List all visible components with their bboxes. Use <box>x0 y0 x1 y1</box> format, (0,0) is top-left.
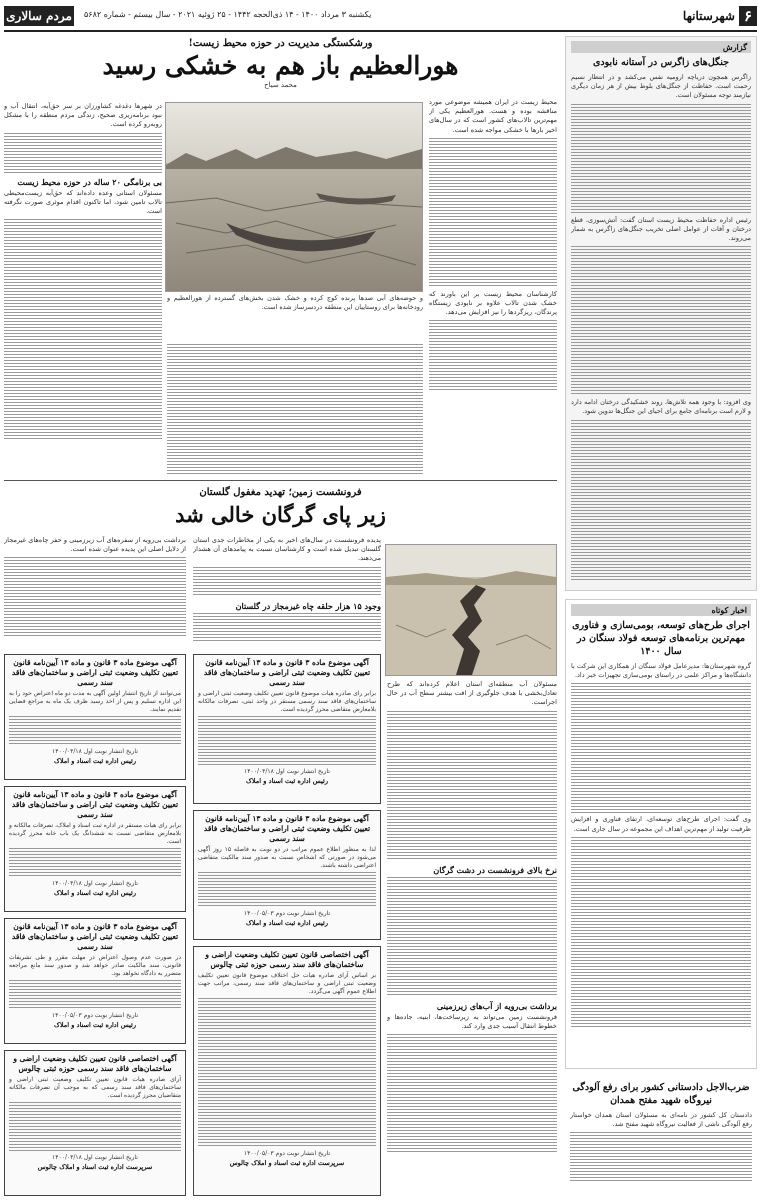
text-lines <box>387 1034 557 1154</box>
text-lines <box>429 320 557 390</box>
last-news-title: ضرب‌الاجل دادستانی کشور برای رفع آلودگی نیروگاه شهید مفتح همدان <box>572 1082 750 1106</box>
text-lines <box>387 877 557 997</box>
ad-body: می‌توانند از تاریخ انتشار اولین آگهی به مدت دو ماه اعتراض خود را به این اداره تسلیم و پس از اخذ رسید ظرف یک ماه به مراجع قضایی تقدیم نمایند. <box>9 690 181 713</box>
news-paragraph: گروه شهرستان‌ها: مدیرعامل فولاد سنگان از همکاری این شرکت با دانشگاه‌ها و مراکز علمی در راستای بومی‌سازی تجهیزات خبر داد. <box>571 662 751 680</box>
ad-title: آگهی اختصاصی قانون تعیین تکلیف وضعیت اراضی و ساختمان‌های فاقد سند رسمی حوزه ثبتی چالوس <box>13 1054 177 1073</box>
second-paragraph: پدیده فرونشست در سال‌های اخیر به یکی از مخاطرات جدی استان گلستان تبدیل شده است و کارشناسان نسبت به پیامدهای آن هشدار می‌دهند. <box>193 536 381 563</box>
text-lines <box>198 872 376 908</box>
news-title: اجرای طرح‌های توسعه، بومی‌سازی و فناوری مهم‌ترین برنامه‌های توسعه فولاد سنگان در سال ۱۴۰۰ <box>572 620 750 657</box>
text-lines <box>193 567 381 597</box>
news-box <box>565 599 757 1069</box>
legal-ad <box>4 654 186 780</box>
text-lines <box>571 104 751 214</box>
ad-signature: سرپرست اداره ثبت اسناد و املاک چالوس <box>229 1159 345 1167</box>
legal-ad <box>4 918 186 1044</box>
main-kicker: ورشکستگی مدیریت در حوزه محیط زیست! <box>188 38 373 49</box>
land-subsidence-image <box>386 545 556 675</box>
legal-ad <box>193 946 381 1196</box>
text-lines <box>387 711 557 861</box>
ad-title: آگهی موضوع ماده ۳ قانون و ماده ۱۳ آیین‌نامه قانون تعیین تکلیف وضعیت ثبتی اراضی و ساختمان‌های فاقد سند رسمی <box>11 922 179 951</box>
text-lines <box>198 998 376 1148</box>
ad-title: آگهی موضوع ماده ۳ قانون و ماده ۱۳ آیین‌نامه قانون تعیین تکلیف وضعیت ثبتی اراضی و ساختمان‌های فاقد سند رسمی <box>11 658 179 687</box>
text-lines <box>167 344 423 474</box>
report-box <box>565 36 757 591</box>
ad-body: بر اساس آرای صادره هیات حل اختلاف موضوع قانون تعیین تکلیف وضعیت ثبتی اراضی و ساختمان‌های فاقد سند رسمی، مراتب جهت اطلاع عموم آگهی می‌گردد. <box>198 972 376 995</box>
news-tag: اخبار کوتاه <box>571 604 751 616</box>
text-lines <box>571 246 751 396</box>
news-paragraph: وی گفت: اجرای طرح‌های توسعه‌ای، ارتقای فناوری و افزایش ظرفیت تولید از مهم‌ترین اهداف این مجموعه در سال جاری است. <box>571 815 751 833</box>
main-subhead: بی برنامگی ۲۰ ساله در حوزه محیط زیست <box>17 176 162 187</box>
ad-date: تاریخ انتشار نوبت اول ۱۴۰۰/۰۴/۱۸ <box>52 880 138 887</box>
ad-signature: رئیس اداره ثبت اسناد و املاک <box>54 757 136 765</box>
main-paragraph: محیط زیست در ایران همیشه موضوعی مورد مناقشه بوده و هست. هورالعظیم یکی از مهم‌ترین تالاب‌های کشور است که در سال‌های اخیر بارها با خشکی مواجه شده است. <box>429 98 557 134</box>
ad-title: آگهی موضوع ماده ۳ قانون و ماده ۱۳ آیین‌نامه قانون تعیین تکلیف وضعیت ثبتی اراضی و ساختمان‌های فاقد سند رسمی <box>11 790 179 819</box>
section-header <box>683 6 757 26</box>
main-paragraph: کارشناسان محیط زیست بر این باورند که خشک شدن تالاب علاوه بر نابودی زیستگاه پرندگان، ریزگردها را نیز افزایش می‌دهد. <box>429 289 557 317</box>
ad-title: آگهی اختصاصی قانون تعیین تکلیف وضعیت اراضی و ساختمان‌های فاقد سند رسمی حوزه ثبتی چالوس <box>205 950 369 969</box>
main-text-bottom <box>167 342 423 474</box>
text-lines <box>9 1102 181 1152</box>
second-text-column <box>193 536 381 646</box>
report-paragraph: وی افزود: با وجود همه تلاش‌ها، روند خشکیدگی درختان ادامه دارد و لازم است برنامه‌ای جامع برای احیای این جنگل‌ها تدوین شود. <box>571 398 751 416</box>
ad-signature: رئیس اداره ثبت اسناد و املاک <box>54 889 136 897</box>
text-lines <box>198 716 376 766</box>
report-tag: گزارش <box>571 41 751 53</box>
text-lines <box>571 420 751 580</box>
text-lines <box>570 1132 752 1182</box>
ad-date: تاریخ انتشار نوبت اول ۱۴۰۰/۰۴/۱۸ <box>244 768 330 775</box>
ad-date: تاریخ انتشار نوبت اول ۱۴۰۰/۰۴/۱۸ <box>52 748 138 755</box>
page-number: ۶ <box>739 6 757 26</box>
dry-wetland-image <box>166 103 422 291</box>
text-lines <box>571 683 751 813</box>
ad-date: تاریخ انتشار نوبت اول ۱۴۰۰/۰۴/۱۸ <box>52 1154 138 1161</box>
last-news-paragraph: دادستان کل کشور در نامه‌ای به مسئولان استان همدان خواستار رفع آلودگی ناشی از فعالیت نیروگاه شهید مفتح شد. <box>570 1111 752 1129</box>
second-paragraph: مسئولان آب منطقه‌ای استان اعلام کرده‌اند که طرح تعادل‌بخشی با هدف جلوگیری از افت بیشتر سطح آب در حال اجراست. <box>387 680 557 707</box>
second-subhead: وجود ۱۵ هزار حلقه چاه غیرمجاز در گلستان <box>235 600 381 611</box>
text-lines <box>4 219 162 439</box>
hoor-photo <box>165 102 423 292</box>
ad-body: برابر رای صادره هیات موضوع قانون تعیین تکلیف وضعیت ثبتی اراضی و ساختمان‌های فاقد سند رسمی مستقر در واحد ثبتی، تصرفات مالکانه بلامعارض متقاضی محرز گردیده است. <box>198 690 376 713</box>
main-paragraph: مسئولان استانی وعده داده‌اند که حق‌آبه زیست‌محیطی تالاب تامین شود، اما تاکنون اقدام موثری صورت نگرفته است. <box>4 188 162 216</box>
ad-date: تاریخ انتشار نوبت دوم ۱۴۰۰/۰۵/۰۳ <box>243 1150 331 1157</box>
second-text-column-2 <box>387 680 557 1192</box>
legal-ad <box>193 810 381 940</box>
second-paragraph: فرونشست زمین می‌تواند به زیرساخت‌ها، ابنیه، جاده‌ها و خطوط انتقال آسیب جدی وارد کند. <box>387 1012 557 1030</box>
text-lines <box>4 133 162 173</box>
report-title: جنگل‌های زاگرس در آستانه نابودی <box>592 57 729 68</box>
second-kicker: فرونشست زمین؛ تهدید مغفول گلستان <box>199 487 362 498</box>
ad-body: آرای صادره هیات قانون تعیین تکلیف وضعیت ثبتی اراضی و ساختمان‌های فاقد سند رسمی که به موجب آن تصرفات مالکانه متقاضیان محرز گردیده است. <box>9 1076 181 1099</box>
ad-signature: رئیس اداره ثبت اسناد و املاک <box>246 919 328 927</box>
second-headline: زیر پای گرگان خالی شد <box>175 502 386 527</box>
ad-title: آگهی موضوع ماده ۳ قانون و ماده ۱۳ آیین‌نامه قانون تعیین تکلیف وضعیت ثبتی اراضی و ساختمان‌های فاقد سند رسمی <box>203 658 371 687</box>
ad-signature: سرپرست اداره ثبت اسناد و املاک چالوس <box>37 1163 153 1171</box>
main-headline: هورالعظیم باز هم به خشکی رسید <box>102 51 459 80</box>
section-title: شهرستانها <box>682 9 735 23</box>
main-area <box>4 36 557 1199</box>
ad-signature: رئیس اداره ثبت اسناد و املاک <box>54 1021 136 1029</box>
main-paragraph: در شهرها دغدغه کشاورزان بر سر حق‌آبه، انتقال آب و نبود برنامه‌ریزی صحیح، زندگی مردم منطقه را با مشکل روبه‌رو کرده است. <box>4 102 162 129</box>
issue-info: یکشنبه ۳ مرداد ۱۴۰۰ - ۱۴ ذی‌الحجه ۱۴۴۲ - ۲۵ ژوئیه ۲۰۲۱ - سال بیستم - شماره ۵۶۸۲ <box>84 10 372 19</box>
right-column <box>565 36 757 1199</box>
text-lines <box>571 837 751 1027</box>
masthead <box>4 4 757 32</box>
second-text-column-left <box>4 536 186 646</box>
text-lines <box>9 848 181 878</box>
photo-caption: و حوضه‌های آبی صدها پرنده کوچ کرده و خشک شدن بخش‌های گسترده از هورالعظیم و رودخانه‌ها برای روستاییان این منطقه دردسرساز شده است. <box>167 294 423 311</box>
second-subhead: نرخ بالای فرونشست در دشت گرگان <box>433 864 557 875</box>
main-byline: محمد سیاح <box>264 81 297 89</box>
ad-body: در صورت عدم وصول اعتراض در مهلت مقرر و طی تشریفات قانونی، سند مالکیت صادر خواهد شد و صدور سند مانع مراجعه متضرر به دادگاه نخواهد بود. <box>9 954 181 977</box>
ad-body: برابر رای هیات مستقر در اداره ثبت اسناد و املاک، تصرفات مالکانه و بلامعارض متقاضی نسبت به ششدانگ یک باب خانه محرز گردیده است. <box>9 822 181 845</box>
text-lines <box>193 613 381 643</box>
legal-ad <box>4 1050 186 1196</box>
second-subhead: برداشت بی‌رویه از آب‌های زیرزمینی <box>436 1000 557 1011</box>
second-paragraph: برداشت بی‌رویه از سفره‌های آب زیرزمینی و حفر چاه‌های غیرمجاز از دلایل اصلی این پدیده عنوان شده است. <box>4 536 186 554</box>
newspaper-page <box>4 4 757 1199</box>
ad-date: تاریخ انتشار نوبت دوم ۱۴۰۰/۰۵/۰۳ <box>243 910 331 917</box>
second-story <box>4 480 557 527</box>
text-lines <box>9 716 181 746</box>
ad-body: لذا به منظور اطلاع عموم مراتب در دو نوبت به فاصله ۱۵ روز آگهی می‌شود در صورتی که اشخاص نسبت به صدور سند مالکیت متقاضی اعتراضی داشته باشند. <box>198 846 377 869</box>
ad-date: تاریخ انتشار نوبت دوم ۱۴۰۰/۰۵/۰۳ <box>51 1012 139 1019</box>
main-text-column <box>429 98 557 398</box>
main-text-column-left <box>4 102 162 474</box>
report-paragraph: رئیس اداره حفاظت محیط زیست استان گفت: آتش‌سوزی، قطع درختان و آفات از عوامل اصلی تخریب جنگل‌های زاگرس به شمار می‌روند. <box>571 215 751 243</box>
ad-signature: رئیس اداره ثبت اسناد و املاک <box>246 777 328 785</box>
text-lines <box>4 557 186 637</box>
crack-photo <box>385 544 557 676</box>
newspaper-logo: مردم سالاری <box>4 6 74 26</box>
report-paragraph: زاگرس همچون دریاچه ارومیه نفس می‌کشد و در انتظار نسیم رحمت است. حفاظت از جنگل‌های بلوط بیش از هر زمان دیگری نیازمند توجه مسئولان است. <box>571 73 751 100</box>
ad-title: آگهی موضوع ماده ۳ قانون و ماده ۱۳ آیین‌نامه قانون تعیین تکلیف وضعیت ثبتی اراضی و ساختمان‌های فاقد سند رسمی <box>203 814 371 843</box>
legal-ad <box>4 786 186 912</box>
text-lines <box>9 980 181 1010</box>
last-news-box <box>565 1075 757 1193</box>
legal-ad <box>193 654 381 804</box>
text-lines <box>429 138 557 288</box>
